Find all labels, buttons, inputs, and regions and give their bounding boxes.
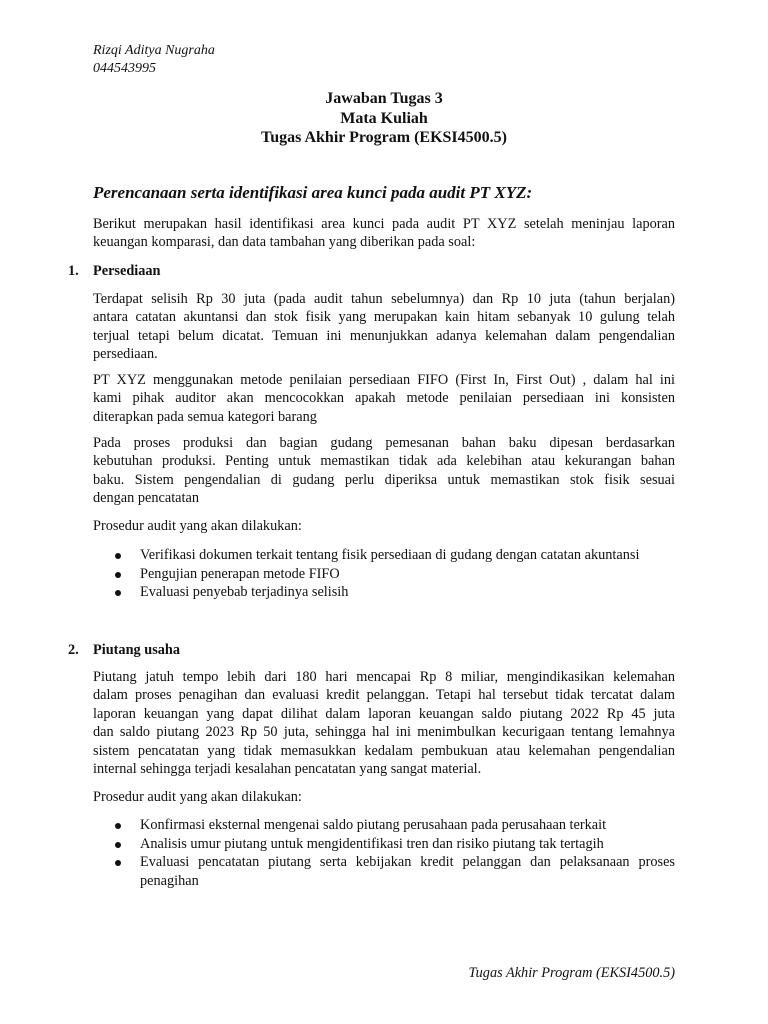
text-line: Piutang jatuh tempo lebih dari 180 hari mencapai Rp 8 miliar, mengindikasikan kelemahan <box>93 669 675 685</box>
section-heading: Perencanaan serta identifikasi area kunci pada audit PT XYZ: <box>93 183 533 202</box>
text-line: kebutuhan produksi. Penting untuk memastikan tidak ada kelebihan atau kekurangan bahan <box>93 453 675 470</box>
text-line: persediaan. <box>93 346 158 363</box>
text-line: Prosedur audit yang akan dilakukan: <box>93 518 302 534</box>
text-line: Prosedur audit yang akan dilakukan: <box>93 789 302 805</box>
text-line: penagihan <box>140 872 199 889</box>
bullet-list <box>115 546 675 602</box>
text-line: baku. Sistem pengendalian di gudang perlu diperiksa untuk memastikan stok fisik sesuai <box>93 471 675 488</box>
title-line-1: Jawaban Tugas 3 <box>325 90 443 107</box>
paragraph <box>93 517 675 535</box>
text-line: Konfirmasi eksternal mengenai saldo piutang perusahaan pada perusahaan terkait <box>140 817 607 833</box>
text-line: dengan pencatatan <box>93 490 199 507</box>
bullet-icon <box>115 590 121 596</box>
section-title-persediaan <box>68 262 161 280</box>
text-line: Analisis umur piutang untuk mengidentifikasi tren dan risiko piutang tak tertagih <box>140 835 604 852</box>
intro-paragraph <box>93 215 675 252</box>
bullet-icon <box>115 860 121 866</box>
text-line: Evaluasi penyebab terjadinya selisih <box>140 584 349 600</box>
page-footer: Tugas Akhir Program (EKSI4500.5) <box>468 965 675 981</box>
section-number: 1. <box>68 263 79 279</box>
author-block <box>93 42 215 78</box>
section-title-text: Persediaan <box>93 263 161 279</box>
list-item <box>115 853 675 890</box>
text-line: Pada proses produksi dan bagian gudang pemesanan bahan baku dipesan berdasarkan <box>93 435 675 451</box>
title-line-2: Mata Kuliah <box>340 109 428 127</box>
paragraph <box>93 788 675 806</box>
paragraph <box>93 290 675 364</box>
paragraph <box>93 434 675 508</box>
author-name: Rizqi Aditya Nugraha <box>93 43 215 58</box>
title-line-3: Tugas Akhir Program (EKSI4500.5) <box>261 129 507 146</box>
paragraph <box>93 668 675 778</box>
text-line: Terdapat selisih Rp 30 juta (pada audit tahun sebelumnya) dan Rp 10 juta (tahun berjalan) <box>93 291 675 307</box>
text-line: PT XYZ menggunakan metode penilaian persediaan FIFO (First In, First Out) , dalam hal ini <box>93 372 675 388</box>
text-line: terjual tetapi belum dicatat. Temuan ini menunjukkan adanya kelemahan dalam pengendalian <box>93 327 675 344</box>
text-line: Evaluasi pencatatan piutang serta kebijakan kredit pelanggan dan pelaksanaan proses <box>140 854 675 870</box>
list-item <box>115 816 675 835</box>
text-line: laporan keuangan yang dapat dilihat dalam laporan keuangan saldo piutang 2022 Rp 45 juta <box>93 705 675 722</box>
list-item <box>115 583 675 602</box>
bullet-icon <box>115 823 121 829</box>
text-line: sistem pencatatan yang tidak memasukkan kedalam pembukuan atau kelemahan pengendalian <box>93 742 675 759</box>
text-line: Pengujian penerapan metode FIFO <box>140 565 340 582</box>
text-line: internal sehingga terjadi kesalahan pencatatan yang sangat material. <box>93 761 482 778</box>
text-line: Berikut merupakan hasil identifikasi area kunci pada audit PT XYZ setelah meninjau laporan <box>93 216 675 232</box>
text-line: Verifikasi dokumen terkait tentang fisik persediaan di gudang dengan catatan akuntansi <box>140 547 640 563</box>
paragraph <box>93 371 675 426</box>
text-line: diterapkan pada semua kategori barang <box>93 408 317 425</box>
text-line: keuangan komparasi, dan data tambahan yang diberikan pada soal: <box>93 234 476 251</box>
text-line: antara catatan akuntansi dan stok fisik yang merupakan kain hitam sebanyak 10 gulung telah <box>93 309 675 326</box>
document-title <box>0 89 768 148</box>
list-item <box>115 546 675 565</box>
text-line: dan saldo piutang 2023 Rp 50 juta, sehingga hal ini menimbulkan kecurigaan tentang lemahnya <box>93 724 675 741</box>
bullet-icon <box>115 842 121 848</box>
bullet-icon <box>115 572 121 578</box>
section-title-text: Piutang usaha <box>93 642 181 658</box>
text-line: dalam proses penagihan dan evaluasi kredit pelanggan. Tetapi hal tersebut tidak tercatat dalam <box>93 687 675 704</box>
text-line: kami pihak auditor akan mencocokkan apakah metode penilaian persediaan ini konsisten <box>93 390 675 407</box>
list-item <box>115 835 675 854</box>
list-item <box>115 565 675 584</box>
section-title-piutang-usaha <box>68 641 180 659</box>
bullet-icon <box>115 553 121 559</box>
section-number: 2. <box>68 642 79 658</box>
bullet-list <box>115 816 675 890</box>
student-id: 044543995 <box>93 61 156 76</box>
